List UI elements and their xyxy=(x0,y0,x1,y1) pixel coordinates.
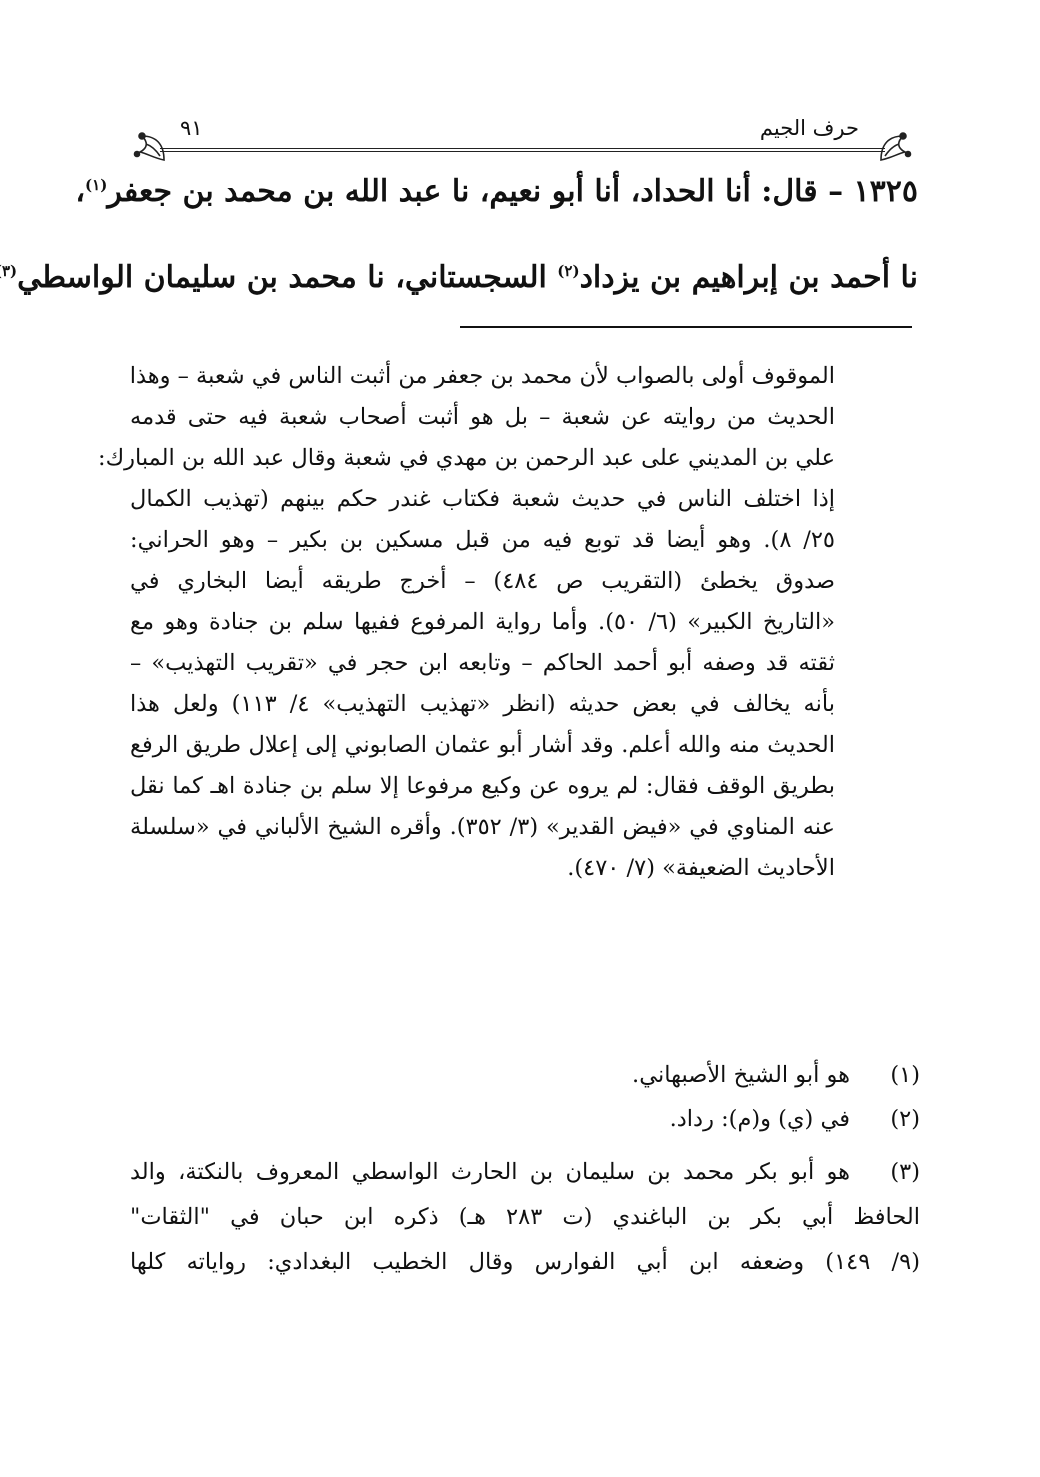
running-header xyxy=(130,112,915,158)
note-line: إذا اختلف الناس في حديث شعبة فكتاب غندر حكم بينهم (تهذيب الكمال xyxy=(130,486,835,512)
running-title: حرف الجيم xyxy=(756,116,863,140)
footnote-3 xyxy=(130,1150,920,1285)
note-line: الحديث منه والله أعلم. وقد أشار أبو عثمان الصابوني إلى إعلال طريق الرفع xyxy=(130,732,835,758)
note-line: الأحاديث الضعيفة» (٧/ ٤٧٠). xyxy=(567,855,835,881)
footnote-text: هو أبو الشيخ الأصبهاني. xyxy=(632,1062,850,1088)
ornament-right-icon xyxy=(875,130,915,164)
hadith-chain-text: السجستاني، نا محمد بن سليمان الواسطي xyxy=(17,260,558,295)
footnote-2 xyxy=(130,1106,920,1150)
page-number: ٩١ xyxy=(176,116,207,140)
footnote-ref-1[interactable]: (١) xyxy=(85,176,108,194)
footnote-text: في (ي) و(م): رداد. xyxy=(669,1106,850,1132)
note-line: «التاريخ الكبير» (٦/ ٥٠). وأما رواية المرفوع ففيها سلم بن جنادة وهو مع xyxy=(130,609,836,635)
note-line: علي بن المديني على عبد الرحمن بن مهدي في شعبة وقال عبد الله بن المبارك: xyxy=(97,445,835,471)
note-line: عنه المناوي في «فيض القدير» (٣/ ٣٥٢). وأقره الشيخ الألباني في «سلسلة xyxy=(130,814,835,840)
note-paragraph xyxy=(97,356,836,889)
footnote-1 xyxy=(130,1062,920,1106)
note-line: بطريق الوقف فقال: لم يروه عن وكيع مرفوعا إلا سلم بن جنادة اهـ كما نقل xyxy=(130,773,835,799)
footnote-text: (٩/ ١٤٩) وضعفه ابن أبي الفوارس وقال الخطيب البغدادي: رواياته كلها xyxy=(130,1249,920,1275)
footnote-marker: (٣) xyxy=(890,1159,920,1185)
footnote-ref-2[interactable]: (٢) xyxy=(557,262,580,280)
footnote-text: هو أبو بكر محمد بن سليمان بن الحارث الواسطي المعروف بالنكتة، والد xyxy=(130,1159,850,1185)
note-line: ٢٥/ ٨). وهو أيضا قد توبع فيه من قبل مسكين بن بكير – وهو الحراني: xyxy=(130,527,836,553)
note-line: الموقوف أولى بالصواب لأن محمد بن جعفر من أثبت الناس في شعبة – وهذا xyxy=(129,363,835,389)
note-line: ثقته قد وصفه أبو أحمد الحاكم – وتابعه ابن حجر في «تقريب التهذيب» – xyxy=(130,650,835,676)
footnote-ref-3[interactable]: (٣ xyxy=(1,262,18,280)
note-line: الحديث من روايته عن شعبة – بل هو أثبت أصحاب شعبة فيه حتى قدمه xyxy=(130,404,835,430)
note-line: صدوق يخطئ (التقريب ص ٤٨٤) – أخرج طريقه أيضا البخاري في xyxy=(130,568,835,594)
ornament-left-icon xyxy=(130,130,170,164)
main-text-line-2 xyxy=(1,258,918,298)
footnote-marker: (٢) xyxy=(890,1106,920,1132)
footnotes xyxy=(130,1062,920,1285)
main-text-line-1 xyxy=(75,172,918,212)
hadith-chain-text: ١٣٢٥ – قال: أنا الحداد، أنا أبو نعيم، نا عبد الله بن محمد بن جعفر xyxy=(107,174,918,209)
footnote-marker: (١) xyxy=(890,1062,920,1088)
note-line: بأنه يخالف في بعض حديثه (انظر «تهذيب التهذيب» ٤/ ١١٣) ولعل هذا xyxy=(130,691,836,717)
footnote-separator xyxy=(460,326,912,328)
header-rule xyxy=(160,148,885,155)
separator-comma: ، xyxy=(75,174,86,209)
footnote-text: الحافظ أبي بكر بن الباغندي (ت ٢٨٣ هـ) ذكره ابن حبان في "الثقات" xyxy=(130,1204,920,1230)
hadith-chain-text: نا أحمد بن إبراهيم بن يزداد xyxy=(579,260,918,295)
